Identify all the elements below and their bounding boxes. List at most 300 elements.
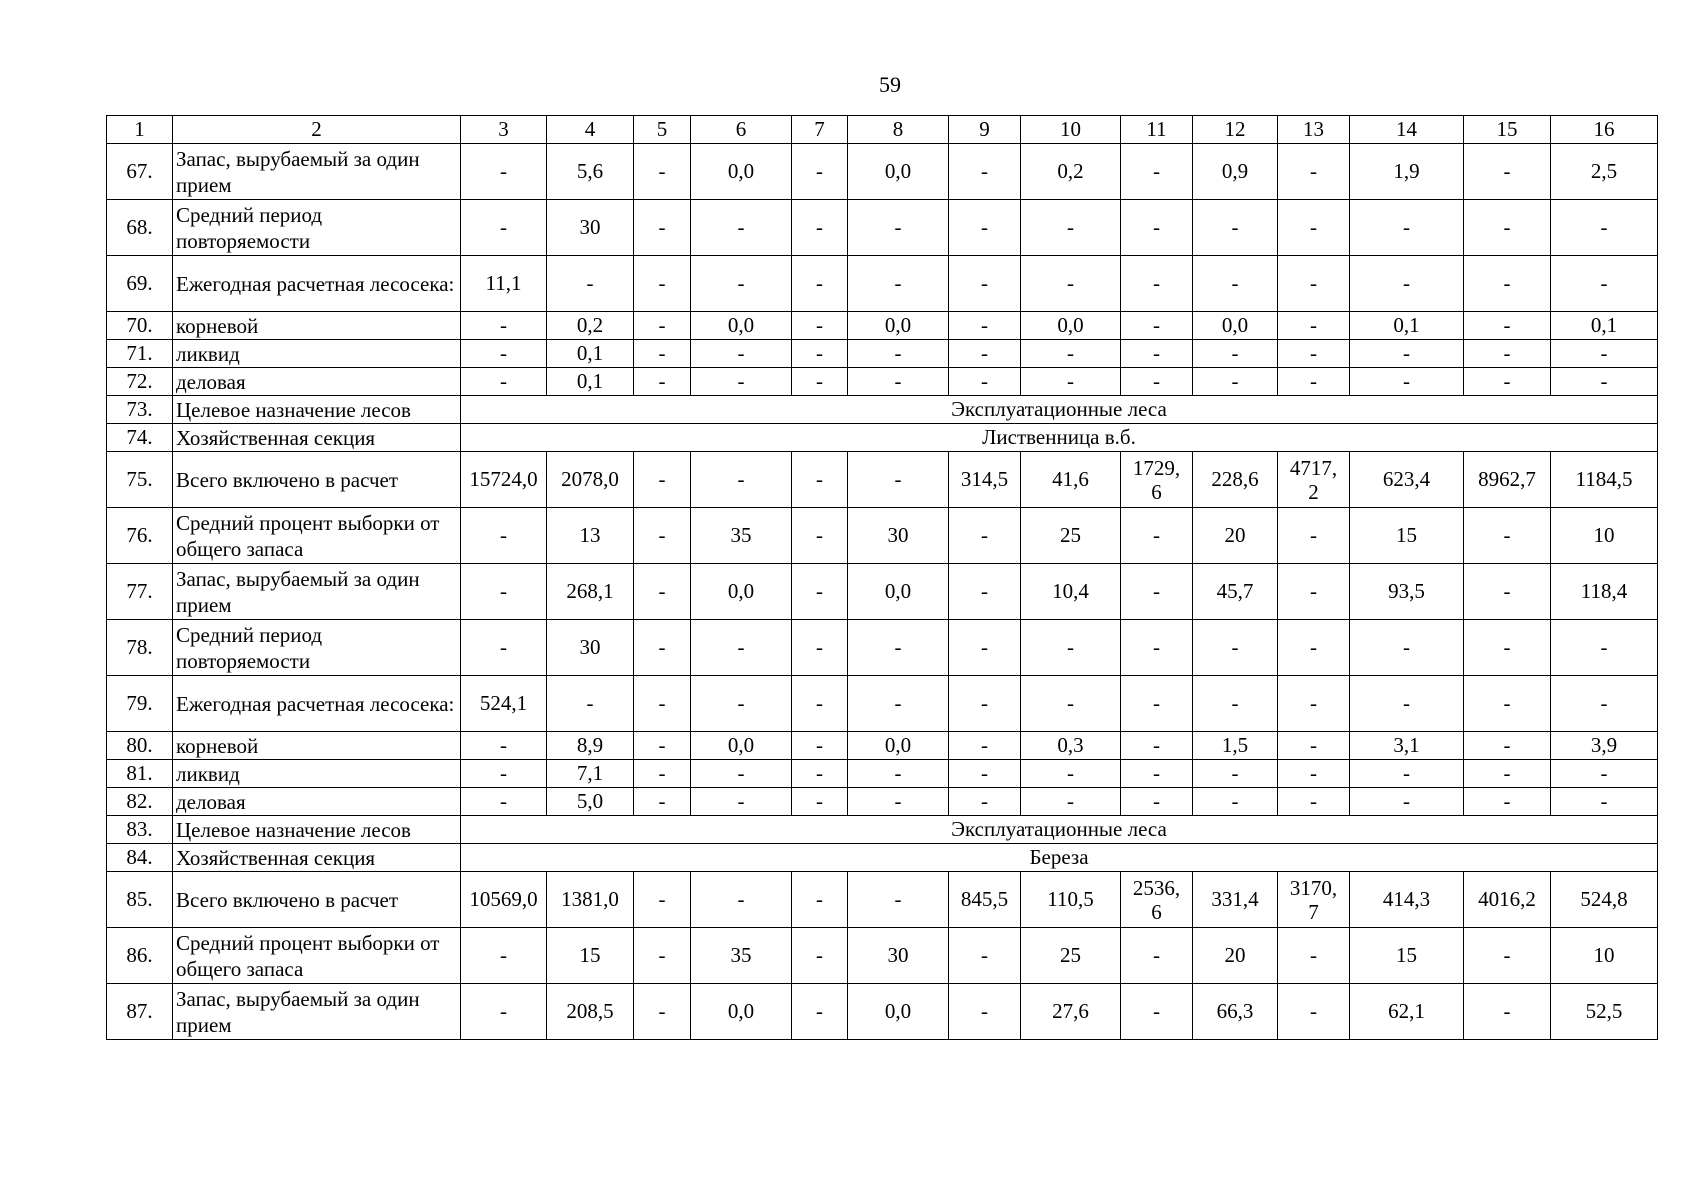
row-number-cell: 86. (107, 928, 173, 984)
value-cell: - (1464, 564, 1551, 620)
value-cell: - (792, 256, 848, 312)
value-cell: 0,0 (848, 732, 949, 760)
row-name-cell: ликвид (173, 760, 461, 788)
value-cell: - (792, 620, 848, 676)
value-cell: 52,5 (1551, 984, 1658, 1040)
value-cell: - (848, 200, 949, 256)
value-cell: - (1278, 620, 1350, 676)
value-cell: - (461, 564, 547, 620)
row-name-cell: деловая (173, 788, 461, 816)
value-cell: - (1350, 368, 1464, 396)
value-cell: - (1121, 256, 1193, 312)
value-cell: - (949, 564, 1021, 620)
value-cell: - (1121, 312, 1193, 340)
value-cell: 0,1 (547, 368, 634, 396)
table-row (107, 396, 1658, 424)
value-cell: 268,1 (547, 564, 634, 620)
value-cell: - (1193, 256, 1278, 312)
value-cell: - (461, 340, 547, 368)
table-row (107, 788, 1658, 816)
value-cell: 3,1 (1350, 732, 1464, 760)
row-name-cell: Ежегодная расчетная лесосека: (173, 256, 461, 312)
column-number-cell: 8 (848, 116, 949, 144)
value-cell: 623,4 (1350, 452, 1464, 508)
value-cell: - (792, 984, 848, 1040)
column-number-cell: 14 (1350, 116, 1464, 144)
value-cell: - (634, 760, 691, 788)
value-cell: 7,1 (547, 760, 634, 788)
merged-value-cell: Эксплуатационные леса (461, 396, 1658, 424)
row-name-cell: корневой (173, 732, 461, 760)
value-cell: - (1121, 620, 1193, 676)
row-number-cell: 68. (107, 200, 173, 256)
value-cell: - (792, 732, 848, 760)
page-number: 59 (879, 72, 901, 97)
value-cell: - (691, 872, 792, 928)
value-cell: - (949, 732, 1021, 760)
merged-value-cell: Эксплуатационные леса (461, 816, 1658, 844)
value-cell: 2078,0 (547, 452, 634, 508)
row-name-cell: Хозяйственная секция (173, 424, 461, 452)
value-cell: - (949, 620, 1021, 676)
value-cell: 0,1 (1350, 312, 1464, 340)
row-number-cell: 70. (107, 312, 173, 340)
column-number-cell: 2 (173, 116, 461, 144)
value-cell: - (1464, 200, 1551, 256)
row-name-cell: Запас, вырубаемый за один прием (173, 144, 461, 200)
value-cell: - (1464, 984, 1551, 1040)
value-cell: - (1121, 200, 1193, 256)
value-cell: - (1350, 620, 1464, 676)
value-cell: - (792, 508, 848, 564)
value-cell: - (1278, 312, 1350, 340)
value-cell: 331,4 (1193, 872, 1278, 928)
value-cell: 11,1 (461, 256, 547, 312)
value-cell: - (1551, 200, 1658, 256)
value-cell: 15 (1350, 928, 1464, 984)
value-cell: - (792, 340, 848, 368)
value-cell: 845,5 (949, 872, 1021, 928)
value-cell: - (461, 788, 547, 816)
row-name-cell: Хозяйственная секция (173, 844, 461, 872)
value-cell: 0,0 (691, 984, 792, 1040)
value-cell: 1,5 (1193, 732, 1278, 760)
value-cell: - (848, 676, 949, 732)
row-number-cell: 78. (107, 620, 173, 676)
table-row (107, 732, 1658, 760)
value-cell: 3170, 7 (1278, 872, 1350, 928)
value-cell: - (1193, 760, 1278, 788)
table-row (107, 928, 1658, 984)
value-cell: - (1021, 788, 1121, 816)
value-cell: 524,1 (461, 676, 547, 732)
value-cell: - (792, 872, 848, 928)
value-cell: - (1193, 620, 1278, 676)
value-cell: 27,6 (1021, 984, 1121, 1040)
value-cell: - (949, 928, 1021, 984)
value-cell: - (1350, 788, 1464, 816)
value-cell: 62,1 (1350, 984, 1464, 1040)
value-cell: - (949, 788, 1021, 816)
column-number-cell: 1 (107, 116, 173, 144)
value-cell: - (949, 508, 1021, 564)
value-cell: 13 (547, 508, 634, 564)
column-number-cell: 11 (1121, 116, 1193, 144)
value-cell: 10,4 (1021, 564, 1121, 620)
table-row (107, 872, 1658, 928)
value-cell: - (1278, 508, 1350, 564)
value-cell: - (634, 872, 691, 928)
column-number-cell: 16 (1551, 116, 1658, 144)
merged-value-cell: Береза (461, 844, 1658, 872)
value-cell: - (1278, 928, 1350, 984)
value-cell: - (1464, 732, 1551, 760)
value-cell: - (1121, 732, 1193, 760)
row-name-cell: Средний процент выборки от общего запаса (173, 508, 461, 564)
value-cell: - (634, 676, 691, 732)
value-cell: - (634, 508, 691, 564)
value-cell: - (1193, 676, 1278, 732)
value-cell: - (949, 340, 1021, 368)
value-cell: - (848, 452, 949, 508)
table-row (107, 452, 1658, 508)
value-cell: - (848, 760, 949, 788)
value-cell: 2,5 (1551, 144, 1658, 200)
value-cell: - (691, 256, 792, 312)
value-cell: 314,5 (949, 452, 1021, 508)
value-cell: - (1350, 340, 1464, 368)
table-row (107, 200, 1658, 256)
value-cell: - (461, 620, 547, 676)
value-cell: - (792, 928, 848, 984)
value-cell: - (1464, 340, 1551, 368)
value-cell: - (1464, 928, 1551, 984)
value-cell: - (691, 676, 792, 732)
row-name-cell: Запас, вырубаемый за один прием (173, 564, 461, 620)
value-cell: - (1551, 788, 1658, 816)
value-cell: - (1193, 788, 1278, 816)
row-number-cell: 69. (107, 256, 173, 312)
value-cell: - (1278, 788, 1350, 816)
value-cell: - (461, 368, 547, 396)
value-cell: - (634, 984, 691, 1040)
value-cell: - (461, 144, 547, 200)
value-cell: 118,4 (1551, 564, 1658, 620)
row-name-cell: деловая (173, 368, 461, 396)
column-number-cell: 3 (461, 116, 547, 144)
value-cell: - (461, 928, 547, 984)
value-cell: 0,3 (1021, 732, 1121, 760)
value-cell: 0,0 (691, 144, 792, 200)
value-cell: 4016,2 (1464, 872, 1551, 928)
value-cell: - (1464, 312, 1551, 340)
header-row (107, 116, 1658, 144)
value-cell: - (1350, 200, 1464, 256)
value-cell: 20 (1193, 928, 1278, 984)
value-cell: - (1464, 760, 1551, 788)
value-cell: - (792, 564, 848, 620)
row-name-cell: Средний период повторяемости (173, 200, 461, 256)
value-cell: - (1350, 256, 1464, 312)
value-cell: 1381,0 (547, 872, 634, 928)
value-cell: 15724,0 (461, 452, 547, 508)
value-cell: - (634, 452, 691, 508)
column-number-cell: 12 (1193, 116, 1278, 144)
value-cell: 0,0 (848, 144, 949, 200)
value-cell: - (1278, 676, 1350, 732)
value-cell: - (792, 788, 848, 816)
row-name-cell: Ежегодная расчетная лесосека: (173, 676, 461, 732)
row-number-cell: 76. (107, 508, 173, 564)
value-cell: - (547, 676, 634, 732)
value-cell: - (1464, 508, 1551, 564)
value-cell: 0,1 (547, 340, 634, 368)
value-cell: 0,0 (691, 732, 792, 760)
value-cell: - (949, 144, 1021, 200)
forest-calculation-table (106, 115, 1658, 1040)
value-cell: 0,0 (1193, 312, 1278, 340)
value-cell: 41,6 (1021, 452, 1121, 508)
value-cell: - (461, 984, 547, 1040)
value-cell: 10569,0 (461, 872, 547, 928)
value-cell: - (1193, 340, 1278, 368)
table-row (107, 144, 1658, 200)
value-cell: - (1278, 732, 1350, 760)
table-row (107, 368, 1658, 396)
value-cell: - (1278, 200, 1350, 256)
value-cell: - (1278, 760, 1350, 788)
value-cell: - (1551, 368, 1658, 396)
table-row (107, 760, 1658, 788)
row-name-cell: Целевое назначение лесов (173, 816, 461, 844)
row-name-cell: Средний процент выборки от общего запаса (173, 928, 461, 984)
row-number-cell: 73. (107, 396, 173, 424)
value-cell: 228,6 (1193, 452, 1278, 508)
value-cell: - (949, 984, 1021, 1040)
value-cell: - (1193, 368, 1278, 396)
value-cell: 30 (848, 928, 949, 984)
value-cell: - (461, 200, 547, 256)
column-number-cell: 6 (691, 116, 792, 144)
row-number-cell: 84. (107, 844, 173, 872)
row-number-cell: 74. (107, 424, 173, 452)
value-cell: - (1350, 676, 1464, 732)
column-number-cell: 9 (949, 116, 1021, 144)
value-cell: - (1464, 676, 1551, 732)
row-name-cell: корневой (173, 312, 461, 340)
value-cell: - (792, 760, 848, 788)
row-number-cell: 79. (107, 676, 173, 732)
value-cell: 0,9 (1193, 144, 1278, 200)
value-cell: - (1464, 256, 1551, 312)
value-cell: - (634, 620, 691, 676)
value-cell: 0,0 (848, 564, 949, 620)
value-cell: 524,8 (1551, 872, 1658, 928)
value-cell: 110,5 (1021, 872, 1121, 928)
column-number-cell: 13 (1278, 116, 1350, 144)
value-cell: - (1021, 760, 1121, 788)
value-cell: - (792, 144, 848, 200)
row-number-cell: 75. (107, 452, 173, 508)
row-name-cell: Всего включено в расчет (173, 452, 461, 508)
value-cell: - (848, 872, 949, 928)
value-cell: - (848, 620, 949, 676)
value-cell: - (1551, 340, 1658, 368)
value-cell: 0,0 (848, 984, 949, 1040)
value-cell: 3,9 (1551, 732, 1658, 760)
value-cell: - (949, 760, 1021, 788)
table-row (107, 620, 1658, 676)
value-cell: - (1121, 144, 1193, 200)
value-cell: 0,0 (691, 312, 792, 340)
value-cell: - (461, 508, 547, 564)
value-cell: - (547, 256, 634, 312)
value-cell: 45,7 (1193, 564, 1278, 620)
value-cell: - (848, 368, 949, 396)
value-cell: - (1021, 620, 1121, 676)
value-cell: - (1121, 928, 1193, 984)
column-number-cell: 4 (547, 116, 634, 144)
value-cell: - (634, 200, 691, 256)
value-cell: 0,2 (1021, 144, 1121, 200)
value-cell: - (1464, 788, 1551, 816)
value-cell: - (634, 928, 691, 984)
table-row (107, 844, 1658, 872)
value-cell: - (792, 676, 848, 732)
row-number-cell: 80. (107, 732, 173, 760)
value-cell: - (949, 256, 1021, 312)
value-cell: - (634, 788, 691, 816)
value-cell: - (691, 368, 792, 396)
row-number-cell: 87. (107, 984, 173, 1040)
value-cell: - (634, 256, 691, 312)
value-cell: 1,9 (1350, 144, 1464, 200)
value-cell: - (848, 340, 949, 368)
value-cell: - (1021, 340, 1121, 368)
value-cell: - (461, 312, 547, 340)
value-cell: - (1551, 620, 1658, 676)
value-cell: - (1121, 564, 1193, 620)
value-cell: - (1021, 256, 1121, 312)
value-cell: - (691, 452, 792, 508)
value-cell: 93,5 (1350, 564, 1464, 620)
value-cell: - (1021, 676, 1121, 732)
value-cell: 30 (547, 200, 634, 256)
value-cell: 10 (1551, 508, 1658, 564)
value-cell: - (691, 760, 792, 788)
value-cell: 5,6 (547, 144, 634, 200)
column-number-cell: 10 (1021, 116, 1121, 144)
value-cell: - (1121, 508, 1193, 564)
table-row (107, 312, 1658, 340)
value-cell: 0,0 (848, 312, 949, 340)
value-cell: - (792, 200, 848, 256)
value-cell: - (1551, 676, 1658, 732)
row-number-cell: 71. (107, 340, 173, 368)
value-cell: - (634, 732, 691, 760)
value-cell: 414,3 (1350, 872, 1464, 928)
table-row (107, 816, 1658, 844)
row-name-cell: ликвид (173, 340, 461, 368)
value-cell: 15 (1350, 508, 1464, 564)
value-cell: 8962,7 (1464, 452, 1551, 508)
value-cell: - (1464, 144, 1551, 200)
value-cell: - (634, 144, 691, 200)
table-row (107, 340, 1658, 368)
value-cell: - (1278, 340, 1350, 368)
value-cell: 0,0 (691, 564, 792, 620)
value-cell: - (634, 312, 691, 340)
value-cell: 2536, 6 (1121, 872, 1193, 928)
value-cell: - (691, 340, 792, 368)
value-cell: 10 (1551, 928, 1658, 984)
value-cell: 35 (691, 928, 792, 984)
value-cell: - (1121, 368, 1193, 396)
value-cell: - (1278, 984, 1350, 1040)
value-cell: - (691, 200, 792, 256)
row-number-cell: 77. (107, 564, 173, 620)
value-cell: 35 (691, 508, 792, 564)
table-row (107, 676, 1658, 732)
table-row (107, 984, 1658, 1040)
value-cell: 0,2 (547, 312, 634, 340)
value-cell: - (792, 312, 848, 340)
row-number-cell: 67. (107, 144, 173, 200)
value-cell: - (461, 760, 547, 788)
value-cell: - (792, 368, 848, 396)
value-cell: - (1278, 564, 1350, 620)
value-cell: 1184,5 (1551, 452, 1658, 508)
value-cell: - (1278, 368, 1350, 396)
row-name-cell: Целевое назначение лесов (173, 396, 461, 424)
value-cell: - (1278, 256, 1350, 312)
row-name-cell: Всего включено в расчет (173, 872, 461, 928)
column-number-cell: 7 (792, 116, 848, 144)
value-cell: - (1121, 760, 1193, 788)
value-cell: 208,5 (547, 984, 634, 1040)
merged-value-cell: Лиственница в.б. (461, 424, 1658, 452)
column-number-cell: 15 (1464, 116, 1551, 144)
value-cell: - (848, 256, 949, 312)
table-row (107, 256, 1658, 312)
value-cell: - (691, 620, 792, 676)
value-cell: - (1021, 200, 1121, 256)
table-row (107, 424, 1658, 452)
value-cell: 4717, 2 (1278, 452, 1350, 508)
value-cell: 15 (547, 928, 634, 984)
value-cell: - (1193, 200, 1278, 256)
value-cell: 25 (1021, 928, 1121, 984)
value-cell: - (949, 200, 1021, 256)
value-cell: - (634, 340, 691, 368)
value-cell: - (1121, 788, 1193, 816)
value-cell: - (1350, 760, 1464, 788)
row-name-cell: Запас, вырубаемый за один прием (173, 984, 461, 1040)
row-number-cell: 81. (107, 760, 173, 788)
value-cell: - (1121, 676, 1193, 732)
value-cell: - (949, 368, 1021, 396)
row-number-cell: 72. (107, 368, 173, 396)
value-cell: 1729, 6 (1121, 452, 1193, 508)
value-cell: 0,1 (1551, 312, 1658, 340)
value-cell: - (1021, 368, 1121, 396)
value-cell: 25 (1021, 508, 1121, 564)
table-row (107, 508, 1658, 564)
value-cell: - (848, 788, 949, 816)
column-number-cell: 5 (634, 116, 691, 144)
value-cell: 20 (1193, 508, 1278, 564)
value-cell: 8,9 (547, 732, 634, 760)
